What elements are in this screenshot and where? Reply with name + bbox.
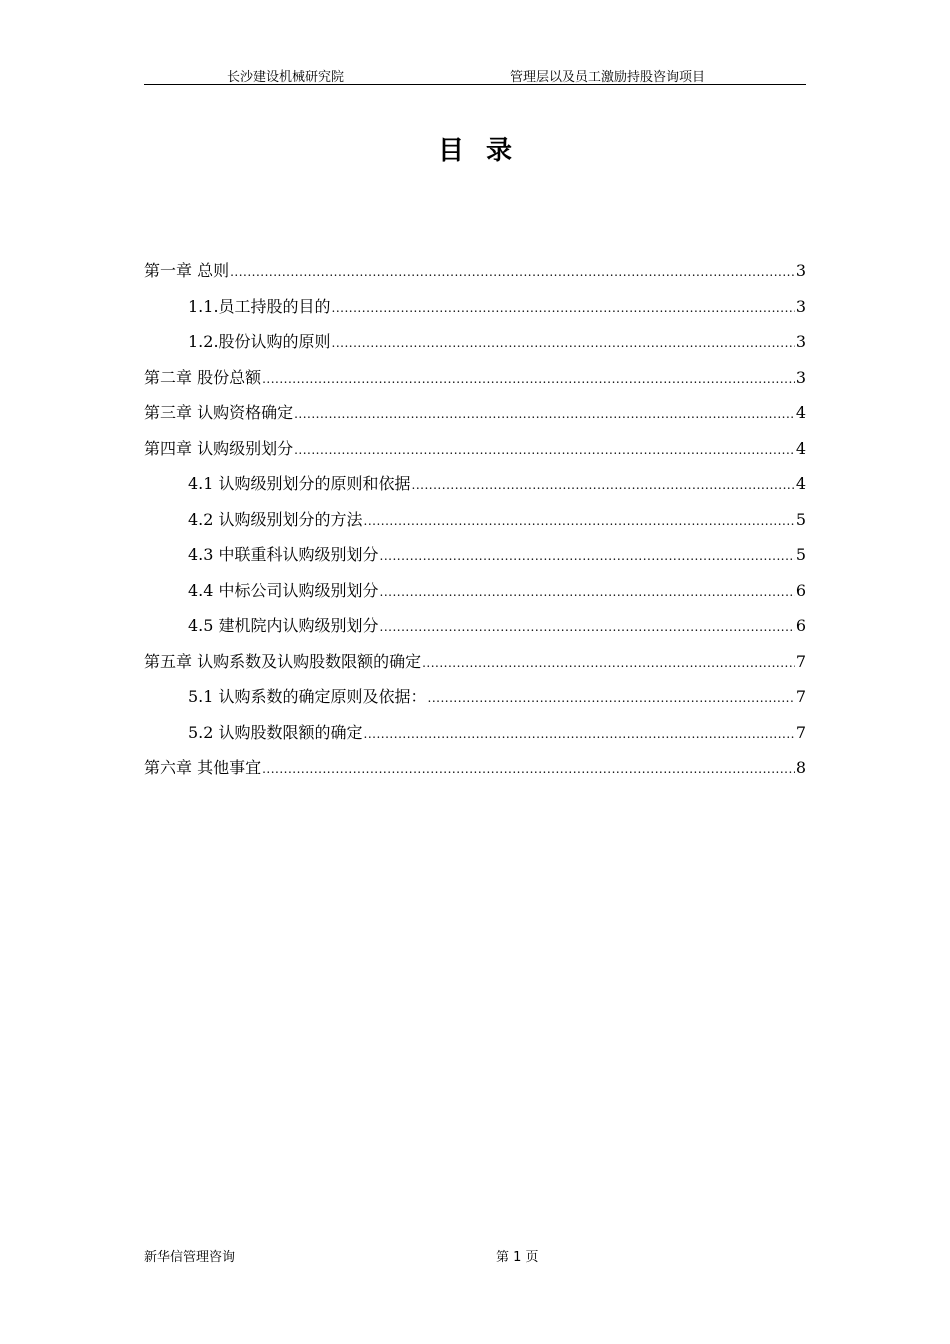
toc-entry-page-number: 5 <box>795 545 806 564</box>
toc-entry-page-number: 6 <box>795 580 806 600</box>
toc-entry[interactable] <box>144 329 806 365</box>
toc-entry-label: 员工持股的目的 <box>218 296 331 316</box>
toc-entry[interactable] <box>144 720 806 756</box>
toc-dot-leader <box>294 407 795 421</box>
toc-entry-page-number: 3 <box>795 261 806 280</box>
toc-entry-page-number: 4 <box>795 403 806 422</box>
toc-dot-leader <box>428 691 795 705</box>
toc-entry-label: 第六章 其他事宜 <box>144 758 262 777</box>
toc-entry-label: 股份认购的原则 <box>218 332 331 351</box>
toc-entry[interactable] <box>144 365 806 401</box>
toc-entry-page-number: 7 <box>795 651 806 671</box>
toc-dot-leader <box>380 585 795 599</box>
toc-dot-leader <box>380 620 795 634</box>
toc-entry[interactable] <box>144 649 806 685</box>
toc-entry-page-number: 3 <box>795 296 806 316</box>
toc-entry-page-number: 6 <box>795 616 806 635</box>
toc-dot-leader <box>294 443 795 457</box>
footer-page-number: 第 1 页 <box>496 1250 539 1265</box>
toc-dot-leader <box>380 549 795 563</box>
toc-dot-leader <box>412 478 795 492</box>
toc-entry-page-number: 3 <box>795 367 806 387</box>
toc-entry-label: 4.5 建机院内认购级别划分 <box>188 616 379 635</box>
toc-dot-leader <box>262 372 795 386</box>
header-project-title: 管理层以及员工激励持股咨询项目 <box>510 70 706 85</box>
toc-entry-label: 第四章 认购级别划分 <box>144 438 294 458</box>
toc-entry-label: 第三章 认购资格确定 <box>144 403 294 422</box>
toc-entry-label: 4.2 认购级别划分的方法 <box>188 509 363 529</box>
toc-title: 目录 <box>437 136 534 166</box>
toc-entry[interactable] <box>144 578 806 614</box>
toc-entry-label: 5.2 认购股数限额的确定 <box>188 722 363 742</box>
toc-dot-leader <box>230 265 795 279</box>
toc-entry[interactable] <box>144 755 806 791</box>
header-organization: 长沙建设机械研究院 <box>227 70 345 85</box>
toc-entry-page-number: 7 <box>795 722 806 742</box>
page-header <box>144 64 806 85</box>
toc-entry-page-number: 8 <box>795 758 806 777</box>
toc-entry[interactable] <box>144 507 806 543</box>
toc-entry-label: 第二章 股份总额 <box>144 367 262 387</box>
toc-entry-page-number: 5 <box>795 509 806 529</box>
toc-dot-leader <box>364 727 795 741</box>
toc-entry-label: 4.4 中标公司认购级别划分 <box>188 580 379 600</box>
toc-entry[interactable] <box>144 400 806 436</box>
toc-entry-page-number: 4 <box>795 438 806 458</box>
toc-entry-label: 4.1 认购级别划分的原则和依据 <box>188 474 411 493</box>
toc-entry[interactable] <box>144 258 806 294</box>
toc-entry-label: 第一章 总则 <box>144 261 230 280</box>
toc-entry[interactable] <box>144 294 806 330</box>
toc-dot-leader <box>364 514 795 528</box>
toc-entry[interactable] <box>144 471 806 507</box>
toc-entry[interactable] <box>144 684 806 720</box>
toc-entry-page-number: 3 <box>795 332 806 351</box>
footer-company: 新华信管理咨询 <box>144 1250 236 1265</box>
toc-entry-label: 4.3 中联重科认购级别划分 <box>188 545 379 564</box>
toc-entry-label: 第五章 认购系数及认购股数限额的确定 <box>144 651 422 671</box>
table-of-contents <box>144 258 806 791</box>
toc-entry[interactable] <box>144 436 806 472</box>
toc-entry-page-number: 7 <box>795 687 806 706</box>
toc-entry[interactable] <box>144 542 806 578</box>
toc-entry-number: 1.1. <box>188 296 219 316</box>
toc-dot-leader <box>422 656 795 670</box>
toc-entry[interactable] <box>144 613 806 649</box>
toc-entry-label: 5.1 认购系数的确定原则及依据： <box>188 687 427 706</box>
toc-entry-number: 1.2. <box>188 332 219 351</box>
toc-dot-leader <box>332 301 795 315</box>
toc-entry-page-number: 4 <box>795 474 806 493</box>
toc-dot-leader <box>262 762 795 776</box>
toc-dot-leader <box>332 336 795 350</box>
